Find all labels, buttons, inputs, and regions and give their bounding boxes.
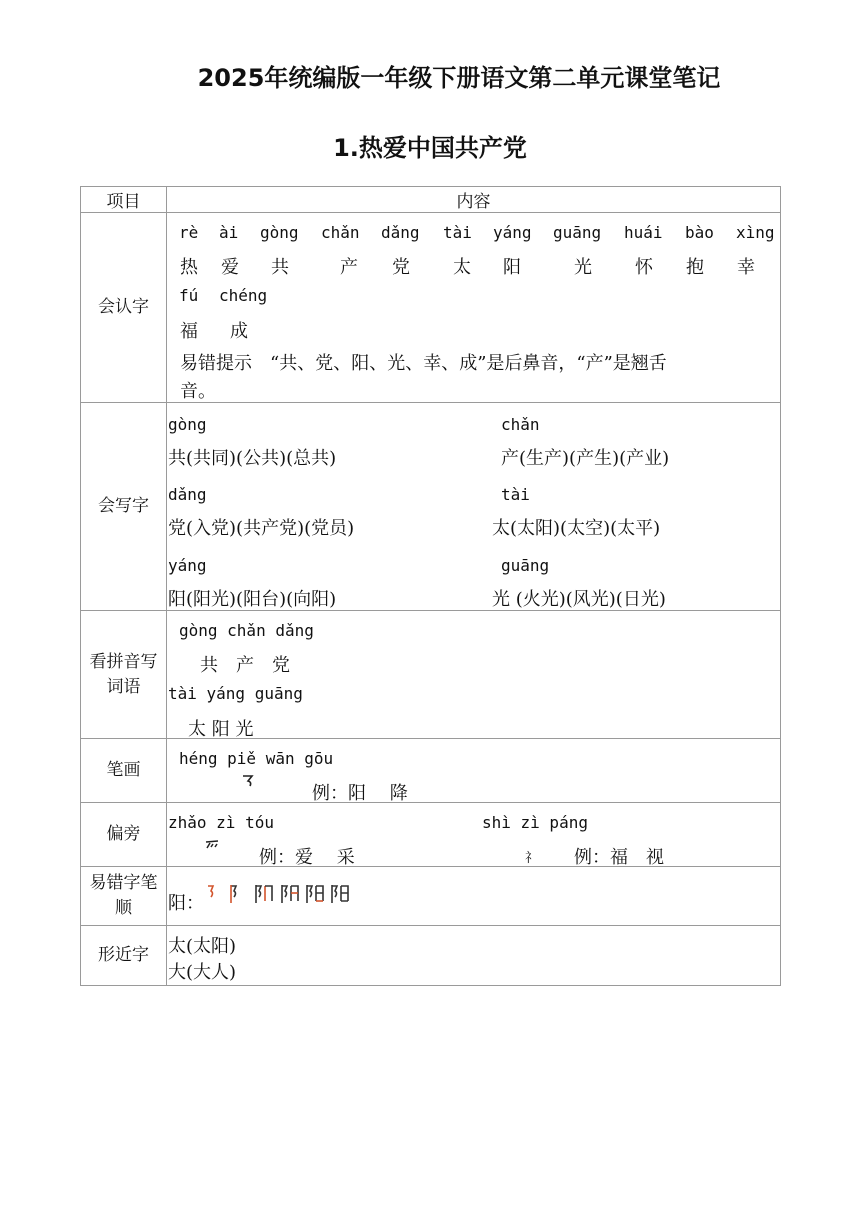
hanzi: 爱 bbox=[221, 257, 239, 278]
pinyin: guāng bbox=[501, 556, 550, 575]
label-similar: 形近字 bbox=[81, 926, 167, 986]
pinyin: guāng bbox=[553, 223, 602, 242]
notes-table bbox=[80, 186, 781, 986]
hanzi: 福 bbox=[180, 321, 198, 342]
pinyin: gòng bbox=[168, 415, 207, 434]
pinyin: dǎng bbox=[381, 223, 420, 242]
word-group: 光 (火光)(风光)(日光) bbox=[492, 589, 666, 610]
row-similar bbox=[81, 926, 781, 986]
label-line: 顺 bbox=[115, 898, 132, 918]
row-pinyin-words bbox=[81, 611, 781, 739]
stroke-pinyin: héng piě wān gōu bbox=[179, 749, 334, 768]
label-pinyin-words bbox=[81, 611, 167, 739]
hanzi: 党 bbox=[392, 257, 410, 278]
radical-content bbox=[167, 803, 781, 867]
pinyin-words-content bbox=[167, 611, 781, 739]
stroke-content bbox=[167, 739, 781, 803]
zhao-zi-tou-radical-icon bbox=[204, 839, 220, 851]
row-recognize bbox=[81, 213, 781, 403]
pinyin: fú bbox=[179, 286, 199, 305]
shi-zi-pang-radical: 礻 bbox=[525, 851, 539, 866]
order-prefix: 阳： bbox=[168, 893, 204, 914]
hanzi-line: 共 产 党 bbox=[200, 655, 290, 676]
pinyin: tài bbox=[501, 485, 530, 504]
row-write bbox=[81, 403, 781, 611]
stroke-order-icon bbox=[205, 881, 355, 905]
similar-content bbox=[167, 926, 781, 986]
pinyin: chéng bbox=[219, 286, 268, 305]
pinyin: chǎn bbox=[321, 223, 360, 242]
radical-example: 例：爱 采 bbox=[259, 847, 355, 868]
label-order bbox=[81, 867, 167, 926]
recognize-content bbox=[167, 213, 781, 403]
hanzi: 怀 bbox=[635, 257, 653, 278]
pinyin: chǎn bbox=[501, 415, 540, 434]
pinyin: yáng bbox=[168, 556, 207, 575]
hanzi: 阳 bbox=[503, 257, 521, 278]
tip-line: 易错提示 “共、党、阳、光、幸、成”是后鼻音，“产”是翘舌 bbox=[180, 353, 667, 374]
radical-pinyin: shì zì páng bbox=[482, 813, 588, 832]
pinyin: bào bbox=[685, 223, 714, 242]
pinyin-line: tài yáng guāng bbox=[168, 684, 303, 703]
label-line: 词语 bbox=[106, 676, 141, 697]
hanzi: 共 bbox=[271, 257, 289, 278]
pinyin: ài bbox=[219, 223, 239, 242]
hanzi: 热 bbox=[180, 257, 198, 278]
word-group: 共(共同)(公共)(总共) bbox=[168, 448, 337, 469]
hanzi: 成 bbox=[230, 321, 248, 342]
hanzi: 太 bbox=[453, 257, 471, 278]
lesson-title: 1.热爱中国共产党 bbox=[333, 134, 527, 162]
hanzi: 产 bbox=[340, 257, 358, 278]
label-radical: 偏旁 bbox=[81, 803, 167, 867]
heng-pie-wan-gou-stroke-icon bbox=[241, 773, 255, 787]
similar-line: 大(大人) bbox=[168, 962, 237, 983]
radical-pinyin: zhǎo zì tóu bbox=[168, 813, 274, 832]
pinyin-line: gòng chǎn dǎng bbox=[179, 621, 314, 640]
pinyin: rè bbox=[179, 223, 199, 242]
label-write: 会写字 bbox=[81, 403, 167, 611]
row-radical bbox=[81, 803, 781, 867]
word-group: 党(入党)(共产党)(党员) bbox=[168, 518, 355, 539]
word-group: 太(太阳)(太空)(太平) bbox=[492, 518, 661, 539]
row-order bbox=[81, 867, 781, 926]
similar-line: 太(太阳) bbox=[168, 936, 237, 957]
word-group: 产(生产)(产生)(产业) bbox=[501, 448, 670, 469]
row-stroke bbox=[81, 739, 781, 803]
hanzi: 幸 bbox=[737, 257, 755, 278]
hanzi-line: 太 阳 光 bbox=[188, 719, 254, 740]
label-stroke: 笔画 bbox=[81, 739, 167, 803]
pinyin: xìng bbox=[736, 223, 775, 242]
page-title: 2025年统编版一年级下册语文第二单元课堂笔记 bbox=[197, 64, 721, 92]
label-recognize: 会认字 bbox=[81, 213, 167, 403]
pinyin: dǎng bbox=[168, 485, 207, 504]
write-content bbox=[167, 403, 781, 611]
stroke-example: 例：阳 降 bbox=[312, 783, 408, 804]
order-content bbox=[167, 867, 781, 926]
radical-example: 例：福 视 bbox=[574, 847, 664, 868]
label-line: 易错字笔 bbox=[89, 873, 158, 893]
hanzi: 光 bbox=[574, 257, 592, 278]
pinyin: yáng bbox=[493, 223, 532, 242]
header-content: 内容 bbox=[167, 187, 781, 213]
header-row bbox=[81, 187, 781, 213]
pinyin: gòng bbox=[260, 223, 299, 242]
header-item: 项目 bbox=[81, 187, 167, 213]
pinyin: huái bbox=[624, 223, 663, 242]
tip-line: 音。 bbox=[180, 381, 216, 402]
word-group: 阳(阳光)(阳台)(向阳) bbox=[168, 589, 337, 610]
pinyin: tài bbox=[443, 223, 472, 242]
label-line: 看拼音写 bbox=[89, 651, 158, 672]
hanzi: 抱 bbox=[686, 257, 704, 278]
